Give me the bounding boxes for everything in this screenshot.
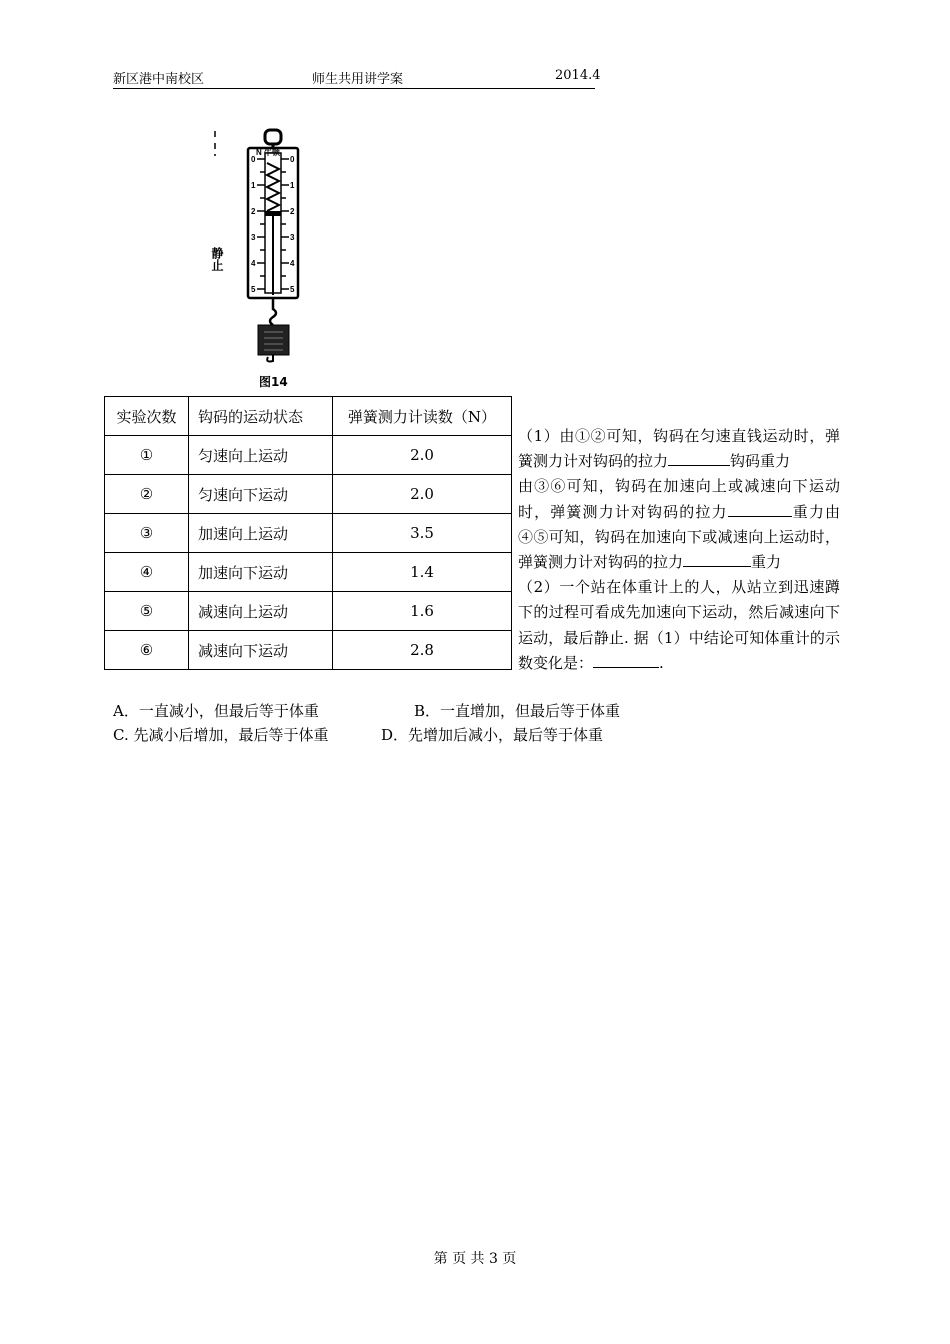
header-title: 师生共用讲学案 [312,72,404,87]
reading: 2.0 [333,475,512,514]
question-part-3 [518,575,840,676]
scale-left-1: 1 [251,181,256,190]
header-school: 新区港中南校区 [113,72,205,87]
table-row [105,631,512,670]
question-2-tail: 重力 [751,553,782,572]
state-label: 静止 [210,247,224,271]
table-row [105,475,512,514]
scale-left-0: 0 [251,155,256,164]
option-a[interactable]: A．一直减小，但最后等于体重 [113,702,319,720]
question-2-text: 由③⑥可知，钩码在加速向上或减速向下运动时，弹簧测力计对钩码的拉力 [518,477,840,521]
scale-left-3: 3 [251,233,256,242]
table-row [105,514,512,553]
reading: 2.8 [333,631,512,670]
scale-right-5: 5 [290,285,295,294]
question-3-text: （2）一个站在体重计上的人，从站立到迅速蹲下的过程可看成先加速向下运动，然后减速向下运动，最后静止. 据（1）中结论可知体重计的示数变化是： [518,578,840,672]
reading: 1.6 [333,592,512,631]
scale-left-4: 4 [251,259,256,268]
trial-no: ② [105,475,189,514]
option-b[interactable]: B．一直增加，但最后等于体重 [414,702,621,720]
trial-no: ③ [105,514,189,553]
scale-unit: N 牛顿 [256,148,280,157]
trial-no: ⑥ [105,631,189,670]
table-row [105,592,512,631]
motion-state: 加速向上运动 [189,514,333,553]
page-header [113,68,601,89]
motion-state: 匀速向上运动 [189,436,333,475]
experiment-table [104,396,512,670]
figure-caption: 图14 [259,375,288,389]
table-row [105,553,512,592]
header-motion-state: 钩码的运动状态 [189,397,333,436]
trial-no: ④ [105,553,189,592]
motion-state: 减速向上运动 [189,592,333,631]
scale-right-3: 3 [290,233,295,242]
reading: 1.4 [333,553,512,592]
option-d[interactable]: D．先增加后减小，最后等于体重 [381,726,604,744]
answer-blank-1[interactable] [668,450,730,466]
question-3-tail: . [659,653,664,672]
spring-scale-figure [205,123,315,393]
question-1-tail: 钩码重力 [730,452,791,471]
reading: 3.5 [333,514,512,553]
answer-blank-2[interactable] [728,501,792,517]
scale-right-2: 2 [290,207,295,216]
scale-left-2: 2 [251,207,256,216]
spring-scale-drawing [205,123,315,393]
motion-state: 加速向下运动 [189,553,333,592]
reading: 2.0 [333,436,512,475]
header-trial-no: 实验次数 [105,397,189,436]
scale-left-5: 5 [251,285,256,294]
answer-blank-3[interactable] [683,551,751,567]
trial-no: ① [105,436,189,475]
page-footer: 第 页 共 3 页 [433,1251,517,1267]
question-part-1 [518,424,840,474]
table-row [105,436,512,475]
question-1-text: （1）由①②可知，钩码在匀速直钱运动时，弹簧测力计对钩码的拉力 [518,427,840,471]
answer-blank-4[interactable] [593,652,659,668]
question-text [518,424,840,676]
header-reading: 弹簧测力计读数（N） [333,397,512,436]
table-header-row [105,397,512,436]
motion-state: 匀速向下运动 [189,475,333,514]
scale-right-1: 1 [290,181,295,190]
trial-no: ⑤ [105,592,189,631]
scale-right-4: 4 [290,259,295,268]
scale-right-0: 0 [290,155,295,164]
question-part-2 [518,474,840,575]
option-c[interactable]: C. 先减小后增加，最后等于体重 [113,726,329,744]
question-2-middle: 重力由④⑤可知，钩码在加速向下或减速向上运动时，弹簧测力计对钩码的拉力 [518,502,840,572]
motion-state: 减速向下运动 [189,631,333,670]
header-date: 2014.4 [555,68,601,83]
